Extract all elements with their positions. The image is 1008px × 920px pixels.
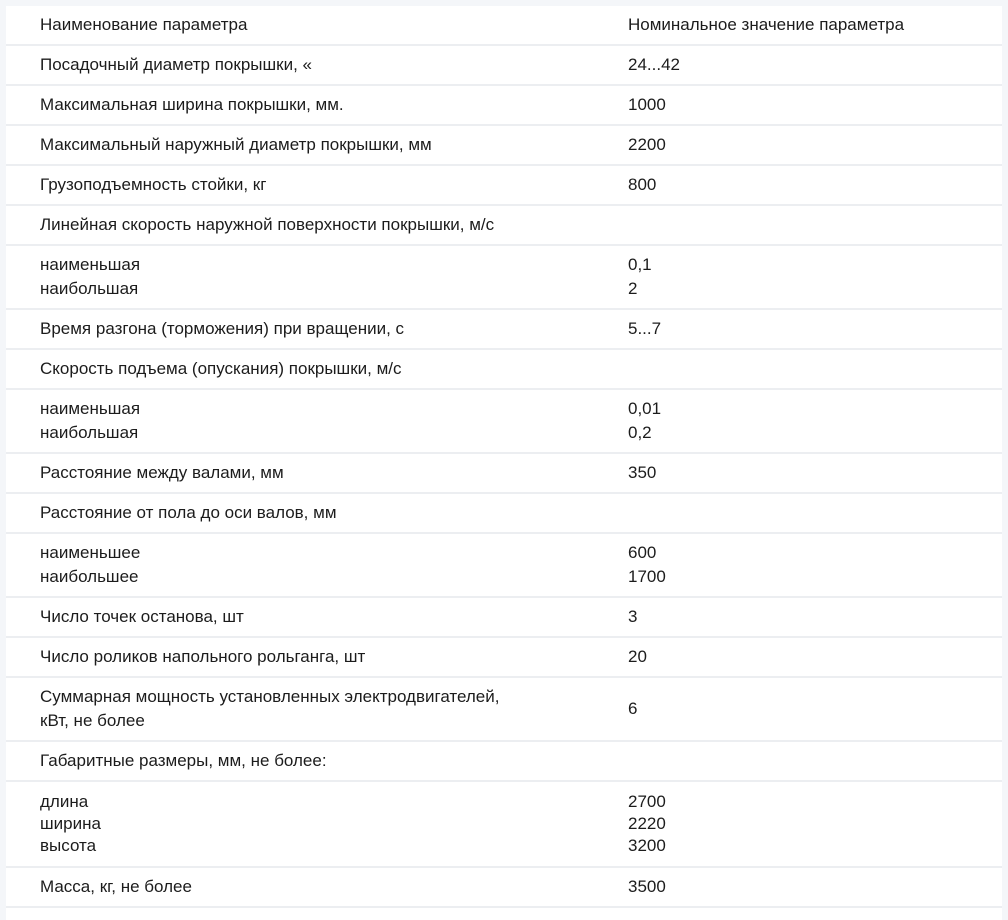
value-cell	[594, 781, 1002, 867]
value-line: 0,2	[628, 423, 652, 442]
value-cell	[594, 389, 1002, 453]
table-row	[6, 125, 1002, 165]
param-cell: Габаритные размеры, мм, не более:	[6, 741, 594, 781]
header-value-cell: Номинальное значение параметра	[594, 6, 1002, 45]
table-section-row	[6, 205, 1002, 245]
param-line: наименьшая	[40, 399, 141, 418]
table-row	[6, 533, 1002, 597]
param-line: наибольшая	[40, 279, 139, 298]
param-line: Суммарная мощность установленных электродвигателей,	[40, 687, 500, 706]
value-cell: 5...7	[594, 309, 1002, 349]
param-cell	[6, 245, 594, 309]
value-line: 2700	[628, 792, 666, 811]
param-cell: Максимальный наружный диаметр покрышки, мм	[6, 125, 594, 165]
table-section-row	[6, 493, 1002, 533]
param-line: кВт, не более	[40, 711, 145, 730]
param-cell: Масса, кг, не более	[6, 867, 594, 907]
value-cell	[594, 493, 1002, 533]
param-cell: Время разгона (торможения) при вращении, с	[6, 309, 594, 349]
table-section-row	[6, 741, 1002, 781]
param-cell: Скорость подъема (опускания) покрышки, м/с	[6, 349, 594, 389]
value-line: 0,01	[628, 399, 662, 418]
header-param-cell: Наименование параметра	[6, 6, 594, 45]
value-cell: 2200	[594, 125, 1002, 165]
value-cell: 3	[594, 597, 1002, 637]
value-cell: 1000	[594, 85, 1002, 125]
table-row	[6, 781, 1002, 867]
param-line: наименьшая	[40, 255, 141, 274]
param-cell	[6, 533, 594, 597]
value-cell: 800	[594, 165, 1002, 205]
value-cell	[594, 533, 1002, 597]
value-line: 2220	[628, 814, 666, 833]
table-row	[6, 165, 1002, 205]
table-row	[6, 637, 1002, 677]
param-line: наименьшее	[40, 543, 141, 562]
param-cell	[6, 389, 594, 453]
param-cell: Расстояние от пола до оси валов, мм	[6, 493, 594, 533]
param-cell: Посадочный диаметр покрышки, «	[6, 45, 594, 85]
param-line: высота	[40, 836, 97, 855]
value-cell	[594, 245, 1002, 309]
parameters-table	[6, 6, 1002, 908]
value-line: 3200	[628, 836, 666, 855]
param-cell: Число роликов напольного рольганга, шт	[6, 637, 594, 677]
param-cell	[6, 781, 594, 867]
param-cell	[6, 677, 594, 741]
param-cell: Грузоподъемность стойки, кг	[6, 165, 594, 205]
param-line: длина	[40, 792, 89, 811]
param-cell: Максимальная ширина покрышки, мм.	[6, 85, 594, 125]
value-cell	[594, 349, 1002, 389]
parameters-table-container	[6, 6, 1002, 920]
table-header-row	[6, 6, 1002, 45]
table-row	[6, 453, 1002, 493]
param-line: ширина	[40, 814, 101, 833]
value-line: 600	[628, 543, 657, 562]
value-line: 1700	[628, 567, 666, 586]
param-line: наибольшая	[40, 423, 139, 442]
value-cell: 20	[594, 637, 1002, 677]
value-line: 2	[628, 279, 638, 298]
value-cell: 24...42	[594, 45, 1002, 85]
value-cell: 350	[594, 453, 1002, 493]
table-row	[6, 45, 1002, 85]
value-cell: 6	[594, 677, 1002, 741]
param-cell: Линейная скорость наружной поверхности покрышки, м/с	[6, 205, 594, 245]
table-row	[6, 867, 1002, 907]
value-cell	[594, 741, 1002, 781]
table-row	[6, 85, 1002, 125]
table-row	[6, 677, 1002, 741]
value-line: 0,1	[628, 255, 652, 274]
param-cell: Расстояние между валами, мм	[6, 453, 594, 493]
table-row	[6, 389, 1002, 453]
table-row	[6, 245, 1002, 309]
table-row	[6, 309, 1002, 349]
table-section-row	[6, 349, 1002, 389]
table-row	[6, 597, 1002, 637]
param-cell: Число точек останова, шт	[6, 597, 594, 637]
param-line: наибольшее	[40, 567, 139, 586]
value-cell: 3500	[594, 867, 1002, 907]
value-cell	[594, 205, 1002, 245]
